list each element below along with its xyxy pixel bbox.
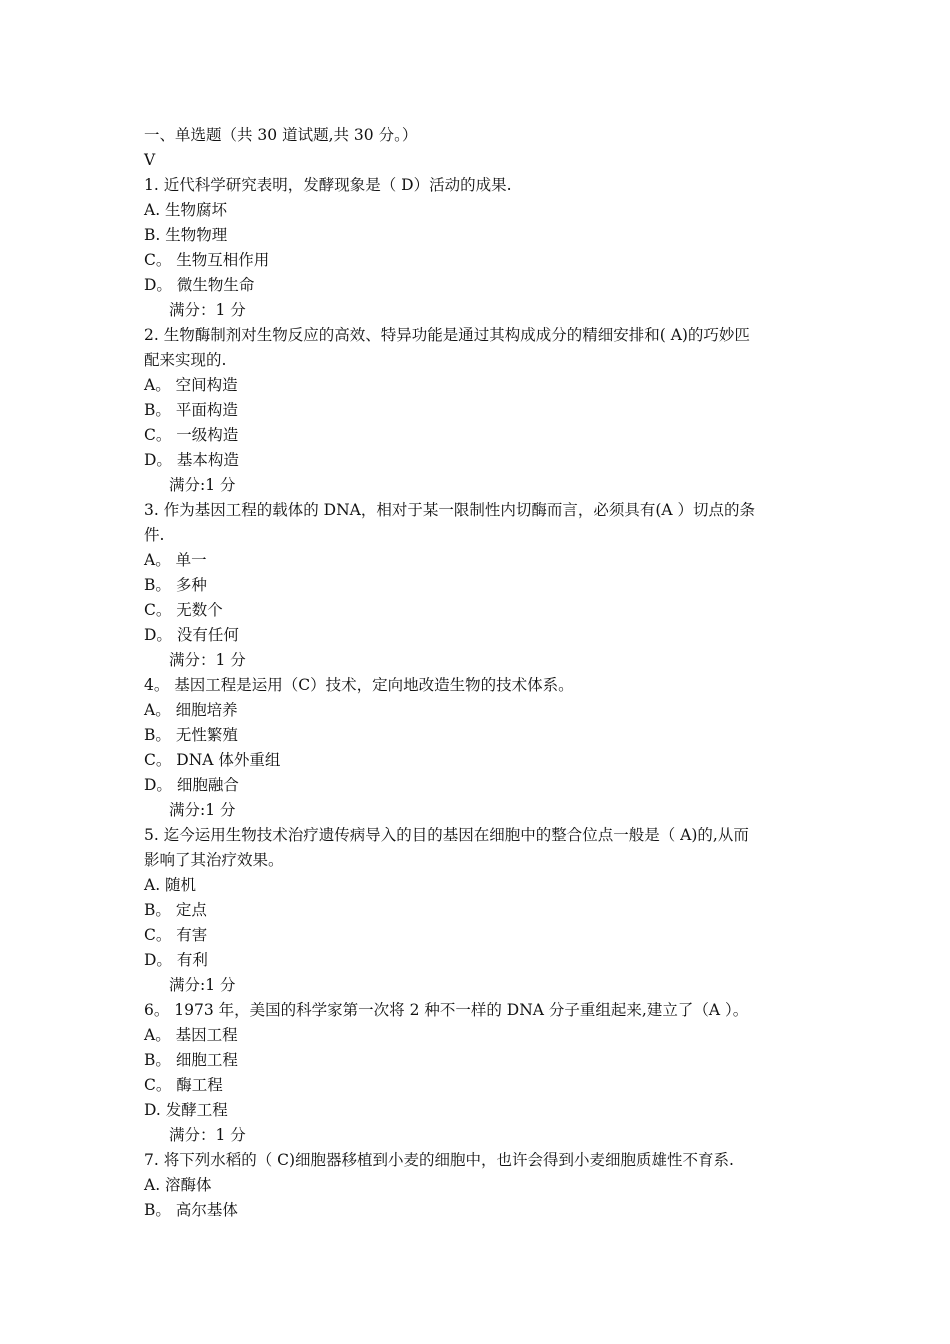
- score-line: 满分:1 分: [169, 801, 236, 819]
- answer-option: A. 随机: [144, 876, 197, 894]
- question-text: 1. 近代科学研究表明，发酵现象是（ D）活动的成果.: [144, 176, 512, 194]
- answer-option: A. 生物腐坏: [144, 201, 228, 219]
- answer-option: D。 没有任何: [144, 626, 239, 644]
- question-text: 影响了其治疗效果。: [144, 851, 284, 869]
- answer-option: D。 基本构造: [144, 451, 239, 469]
- answer-option: D。 微生物生命: [144, 276, 255, 294]
- answer-option: A. 溶酶体: [144, 1176, 212, 1194]
- question-text: 7. 将下列水稻的（ C)细胞器移植到小麦的细胞中，也许会得到小麦细胞质雄性不育系.: [144, 1151, 734, 1169]
- answer-option: B。 多种: [144, 576, 207, 594]
- answer-option: B。 定点: [144, 901, 207, 919]
- question-text: 件.: [144, 526, 165, 544]
- question-text: 6。 1973 年，美国的科学家第一次将 2 种不一样的 DNA 分子重组起来,建立了（A ）。: [144, 1001, 749, 1019]
- answer-option: A。 细胞培养: [144, 701, 238, 719]
- document-page: [144, 123, 812, 1223]
- answer-option: A。 空间构造: [144, 376, 238, 394]
- answer-option: C。 酶工程: [144, 1076, 223, 1094]
- question-text: 4。 基因工程是运用（C）技术，定向地改造生物的技术体系。: [144, 676, 574, 694]
- section-heading: 一、单选题（共 30 道试题,共 30 分。）: [144, 126, 418, 144]
- answer-option: C。 有害: [144, 926, 208, 944]
- question-text: 2. 生物酶制剂对生物反应的高效、特异功能是通过其构成成分的精细安排和( A)的巧妙匹: [144, 326, 750, 344]
- answer-option: D。 细胞融合: [144, 776, 239, 794]
- answer-option: B。 无性繁殖: [144, 726, 238, 744]
- score-line: 满分:1 分: [169, 976, 236, 994]
- answer-option: C。 生物互相作用: [144, 251, 270, 269]
- answer-option: C。 DNA 体外重组: [144, 751, 281, 769]
- score-line: 满分:1 分: [169, 476, 236, 494]
- answer-option: B。 平面构造: [144, 401, 238, 419]
- answer-option: D. 发酵工程: [144, 1101, 228, 1119]
- text-line: V: [144, 151, 156, 169]
- answer-option: C。 无数个: [144, 601, 223, 619]
- answer-option: A。 单一: [144, 551, 207, 569]
- question-text: 5. 迄今运用生物技术治疗遗传病导入的目的基因在细胞中的整合位点一般是（ A)的,从而: [144, 826, 749, 844]
- answer-option: D。 有利: [144, 951, 208, 969]
- question-text: 配来实现的.: [144, 351, 227, 369]
- answer-option: A。 基因工程: [144, 1026, 238, 1044]
- question-text: 3. 作为基因工程的载体的 DNA，相对于某一限制性内切酶而言，必须具有(A ）切点的条: [144, 501, 755, 519]
- answer-option: B。 细胞工程: [144, 1051, 238, 1069]
- score-line: 满分：1 分: [169, 651, 246, 669]
- answer-option: C。 一级构造: [144, 426, 239, 444]
- score-line: 满分：1 分: [169, 1126, 246, 1144]
- score-line: 满分：1 分: [169, 301, 246, 319]
- answer-option: B。 高尔基体: [144, 1201, 238, 1219]
- answer-option: B. 生物物理: [144, 226, 228, 244]
